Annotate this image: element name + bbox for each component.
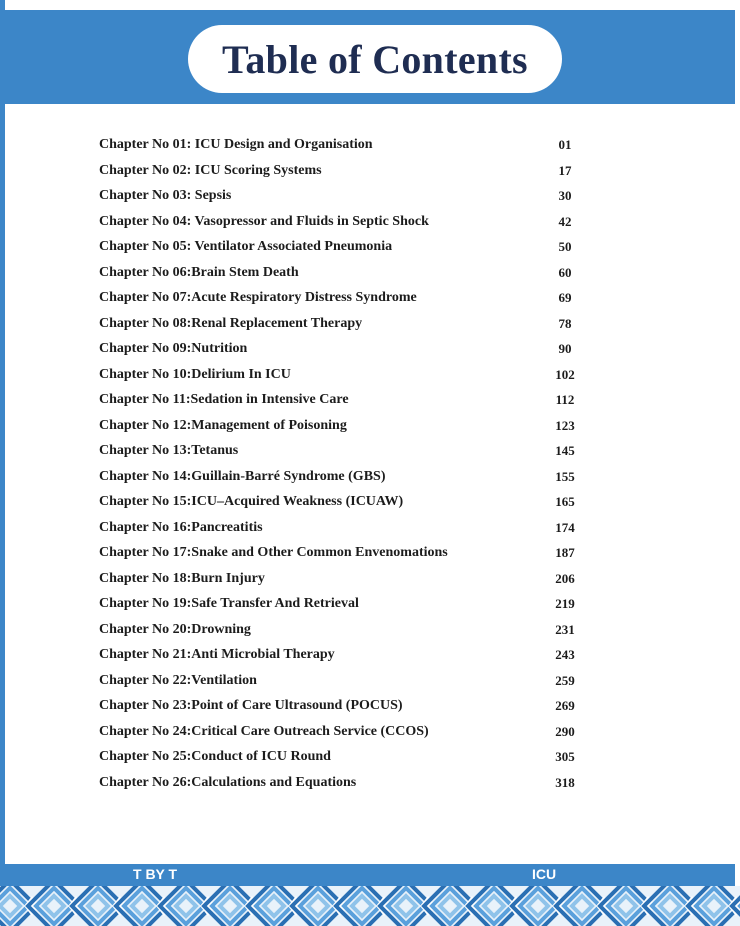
toc-entry [0, 545, 740, 571]
toc-chapter-title: Chapter No 09:Nutrition [99, 341, 248, 356]
toc-entry [0, 775, 740, 801]
toc-page-number: 187 [555, 545, 575, 560]
toc-page-number: 259 [555, 672, 575, 688]
toc-page-number: 231 [555, 621, 575, 637]
toc-page-number: 269 [555, 698, 575, 713]
toc-entry [0, 698, 740, 724]
page-title: Table of Contents [222, 36, 528, 82]
toc-entry [0, 214, 740, 240]
pattern-diamond [440, 896, 460, 916]
toc-page-number: 17 [558, 162, 572, 178]
toc-page-number: 90 [558, 341, 572, 356]
toc-page-number: 165 [555, 494, 575, 509]
toc-page-number: 123 [555, 417, 575, 433]
toc-chapter-title: Chapter No 26:Calculations and Equations [99, 774, 357, 790]
toc-chapter-title: Chapter No 18:Burn Injury [99, 570, 265, 586]
toc-page-number: 174 [555, 519, 575, 535]
toc-chapter-title: Chapter No 25:Conduct of ICU Round [99, 749, 331, 764]
toc-entry [0, 494, 740, 520]
toc-chapter-title: Chapter No 03: Sepsis [99, 188, 232, 203]
toc-chapter-title: Chapter No 20:Drowning [99, 621, 251, 637]
toc-page-number: 50 [558, 239, 572, 254]
title-pill [188, 25, 562, 93]
toc-page-number: 305 [555, 749, 575, 764]
toc-entry [0, 341, 740, 367]
toc-entry [0, 571, 740, 597]
toc-entry [0, 724, 740, 750]
toc-chapter-title: Chapter No 13:Tetanus [99, 443, 239, 458]
toc-entry [0, 163, 740, 189]
toc-entry [0, 469, 740, 495]
toc-chapter-title: Chapter No 19:Safe Transfer And Retrieval [99, 596, 359, 611]
pattern-diamond [0, 896, 20, 916]
toc-chapter-title: Chapter No 22:Ventilation [99, 672, 257, 688]
toc-page-number: 78 [558, 315, 572, 331]
toc-entry [0, 290, 740, 316]
pattern-diamond [352, 896, 372, 916]
pattern-diamond [220, 896, 240, 916]
toc-chapter-title: Chapter No 12:Management of Poisoning [99, 417, 347, 433]
toc-page-number: 30 [558, 188, 572, 203]
footer-left-label: T BY T [133, 866, 178, 882]
toc-chapter-title: Chapter No 10:Delirium In ICU [99, 366, 291, 382]
toc-chapter-title: Chapter No 01: ICU Design and Organisation [99, 137, 373, 152]
pattern-diamond [660, 896, 680, 916]
toc-page-number: 290 [555, 723, 575, 739]
toc-entry [0, 188, 740, 214]
toc-chapter-title: Chapter No 16:Pancreatitis [99, 519, 263, 535]
toc-page-number: 42 [558, 213, 572, 229]
toc-page-number: 01 [558, 137, 572, 152]
toc-page-number: 145 [555, 443, 575, 458]
toc-page-number: 112 [555, 392, 575, 407]
toc-entry [0, 520, 740, 546]
toc-page-number: 69 [558, 290, 572, 305]
toc-entry [0, 622, 740, 648]
pattern-diamond [396, 896, 416, 916]
toc-page-number: 60 [558, 264, 572, 280]
toc-page-number: 243 [555, 647, 575, 662]
toc-entry [0, 239, 740, 265]
toc-page-number: 102 [555, 366, 575, 382]
footer-bar [5, 864, 735, 886]
toc-entry [0, 367, 740, 393]
toc-entry [0, 443, 740, 469]
pattern-diamond [88, 896, 108, 916]
pattern-diamond [704, 896, 724, 916]
toc-entry [0, 596, 740, 622]
toc-entry [0, 647, 740, 673]
pattern-diamond [44, 896, 64, 916]
toc-chapter-title: Chapter No 02: ICU Scoring Systems [99, 162, 322, 178]
toc-entry [0, 418, 740, 444]
pattern-diamond [572, 896, 592, 916]
pattern-diamond [308, 896, 328, 916]
pattern-diamond [484, 896, 504, 916]
toc-entry [0, 673, 740, 699]
toc-chapter-title: Chapter No 15:ICU–Acquired Weakness (ICUAW) [99, 494, 404, 509]
toc-chapter-title: Chapter No 05: Ventilator Associated Pneumonia [99, 239, 393, 254]
toc-entry [0, 316, 740, 342]
toc-page-number: 219 [555, 596, 575, 611]
toc-chapter-title: Chapter No 17:Snake and Other Common Envenomations [99, 545, 448, 560]
toc-chapter-title: Chapter No 06:Brain Stem Death [99, 264, 299, 280]
toc-chapter-title: Chapter No 07:Acute Respiratory Distress Syndrome [99, 290, 417, 305]
pattern-diamond [528, 896, 548, 916]
diamond-pattern-graphic [0, 886, 740, 926]
toc-chapter-title: Chapter No 23:Point of Care Ultrasound (POCUS) [99, 698, 403, 713]
footer-decorative-pattern [0, 886, 740, 926]
toc-entry [0, 392, 740, 418]
toc-page-number: 206 [555, 570, 575, 586]
toc-chapter-title: Chapter No 11:Sedation in Intensive Care [99, 392, 349, 407]
toc-entry [0, 749, 740, 775]
toc-chapter-title: Chapter No 24:Critical Care Outreach Service (CCOS) [99, 723, 429, 739]
toc-page-number: 155 [555, 468, 575, 484]
toc-entry [0, 265, 740, 291]
pattern-diamond [176, 896, 196, 916]
toc-entry [0, 137, 740, 163]
pattern-diamond [132, 896, 152, 916]
toc-chapter-title: Chapter No 14:Guillain-Barré Syndrome (GBS) [99, 468, 386, 484]
pattern-diamond [264, 896, 284, 916]
toc-chapter-title: Chapter No 21:Anti Microbial Therapy [99, 647, 335, 662]
toc-page-number: 318 [555, 774, 575, 790]
pattern-diamond [616, 896, 636, 916]
toc-chapter-title: Chapter No 04: Vasopressor and Fluids in Septic Shock [99, 213, 429, 229]
footer-right-label: ICU [532, 866, 557, 882]
toc-chapter-title: Chapter No 08:Renal Replacement Therapy [99, 315, 363, 331]
